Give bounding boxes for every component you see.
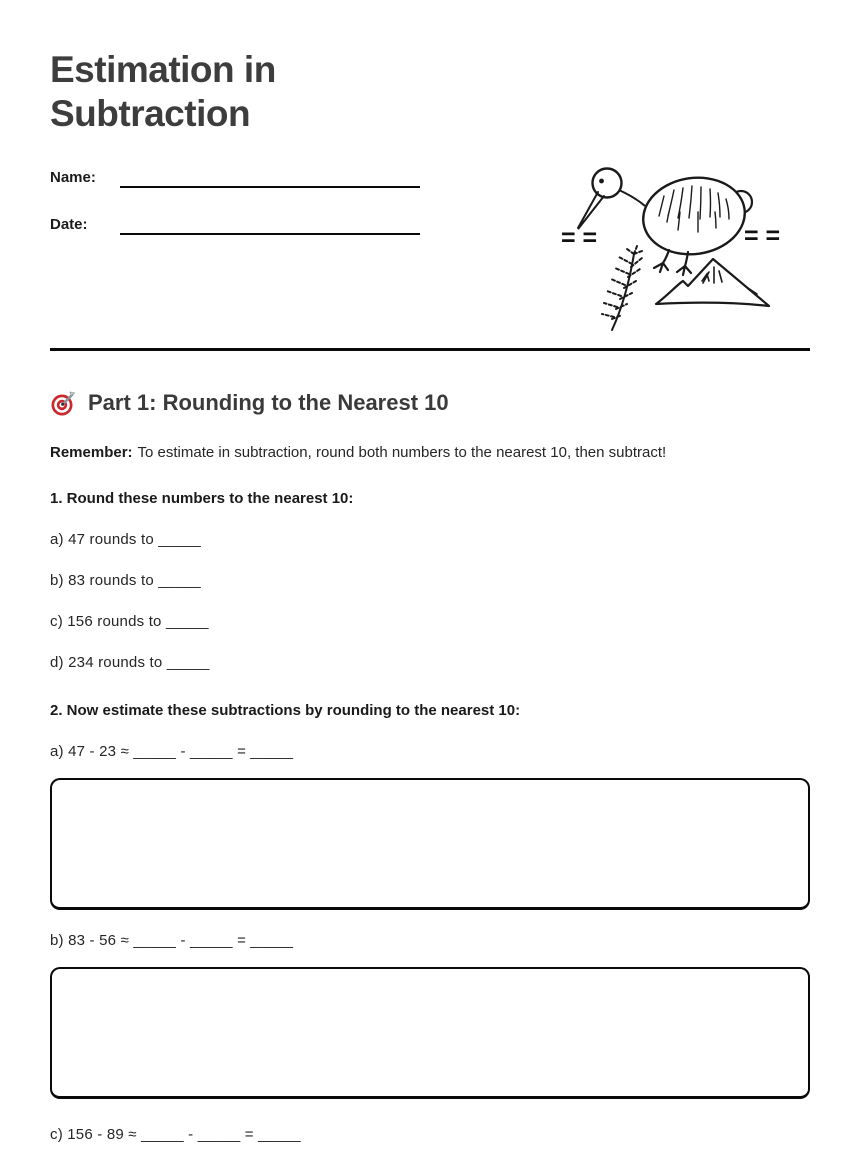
date-label: Date: [50, 216, 88, 233]
kiwi-neck [619, 190, 645, 206]
name-field-row [50, 166, 420, 188]
remember-note [50, 443, 810, 463]
remember-label: Remember: [50, 444, 133, 461]
equals-marks-left: = = [561, 224, 598, 252]
work-box-a [50, 778, 810, 910]
q2-item-b: b) 83 - 56 ≈ _____ - _____ = _____ [50, 932, 294, 949]
name-write-line [120, 166, 420, 188]
q1-item-d: d) 234 rounds to _____ [50, 654, 210, 671]
q1-item-b: b) 83 rounds to _____ [50, 572, 201, 589]
equals-marks-right: = = [744, 222, 781, 250]
part1-heading-text: Part 1: Rounding to the Nearest 10 [88, 390, 449, 415]
work-box-b [50, 967, 810, 1099]
section-divider [50, 348, 810, 351]
q1-item-a: a) 47 rounds to _____ [50, 531, 201, 548]
date-write-line [120, 213, 420, 235]
part1-heading [50, 387, 810, 419]
question1-prompt: 1. Round these numbers to the nearest 10: [50, 490, 354, 507]
kiwi-eye [599, 179, 604, 184]
kiwi-bird-illustration [552, 160, 812, 335]
page-title: Estimation in Subtraction [50, 49, 276, 134]
question2-prompt: 2. Now estimate these subtractions by rounding to the nearest 10: [50, 702, 521, 719]
q2-item-a: a) 47 - 23 ≈ _____ - _____ = _____ [50, 743, 294, 760]
date-field-row [50, 213, 420, 235]
fern-leaves [602, 246, 642, 319]
name-label: Name: [50, 169, 96, 186]
remember-text: To estimate in subtraction, round both numbers to the nearest 10, then subtract! [137, 444, 667, 461]
q1-item-c: c) 156 rounds to _____ [50, 613, 209, 630]
worksheet-page [0, 48, 860, 1161]
kiwi-body [638, 171, 750, 260]
q2-item-c: c) 156 - 89 ≈ _____ - _____ = _____ [50, 1126, 301, 1143]
target-dart-icon [50, 390, 77, 417]
mountain [656, 259, 769, 306]
